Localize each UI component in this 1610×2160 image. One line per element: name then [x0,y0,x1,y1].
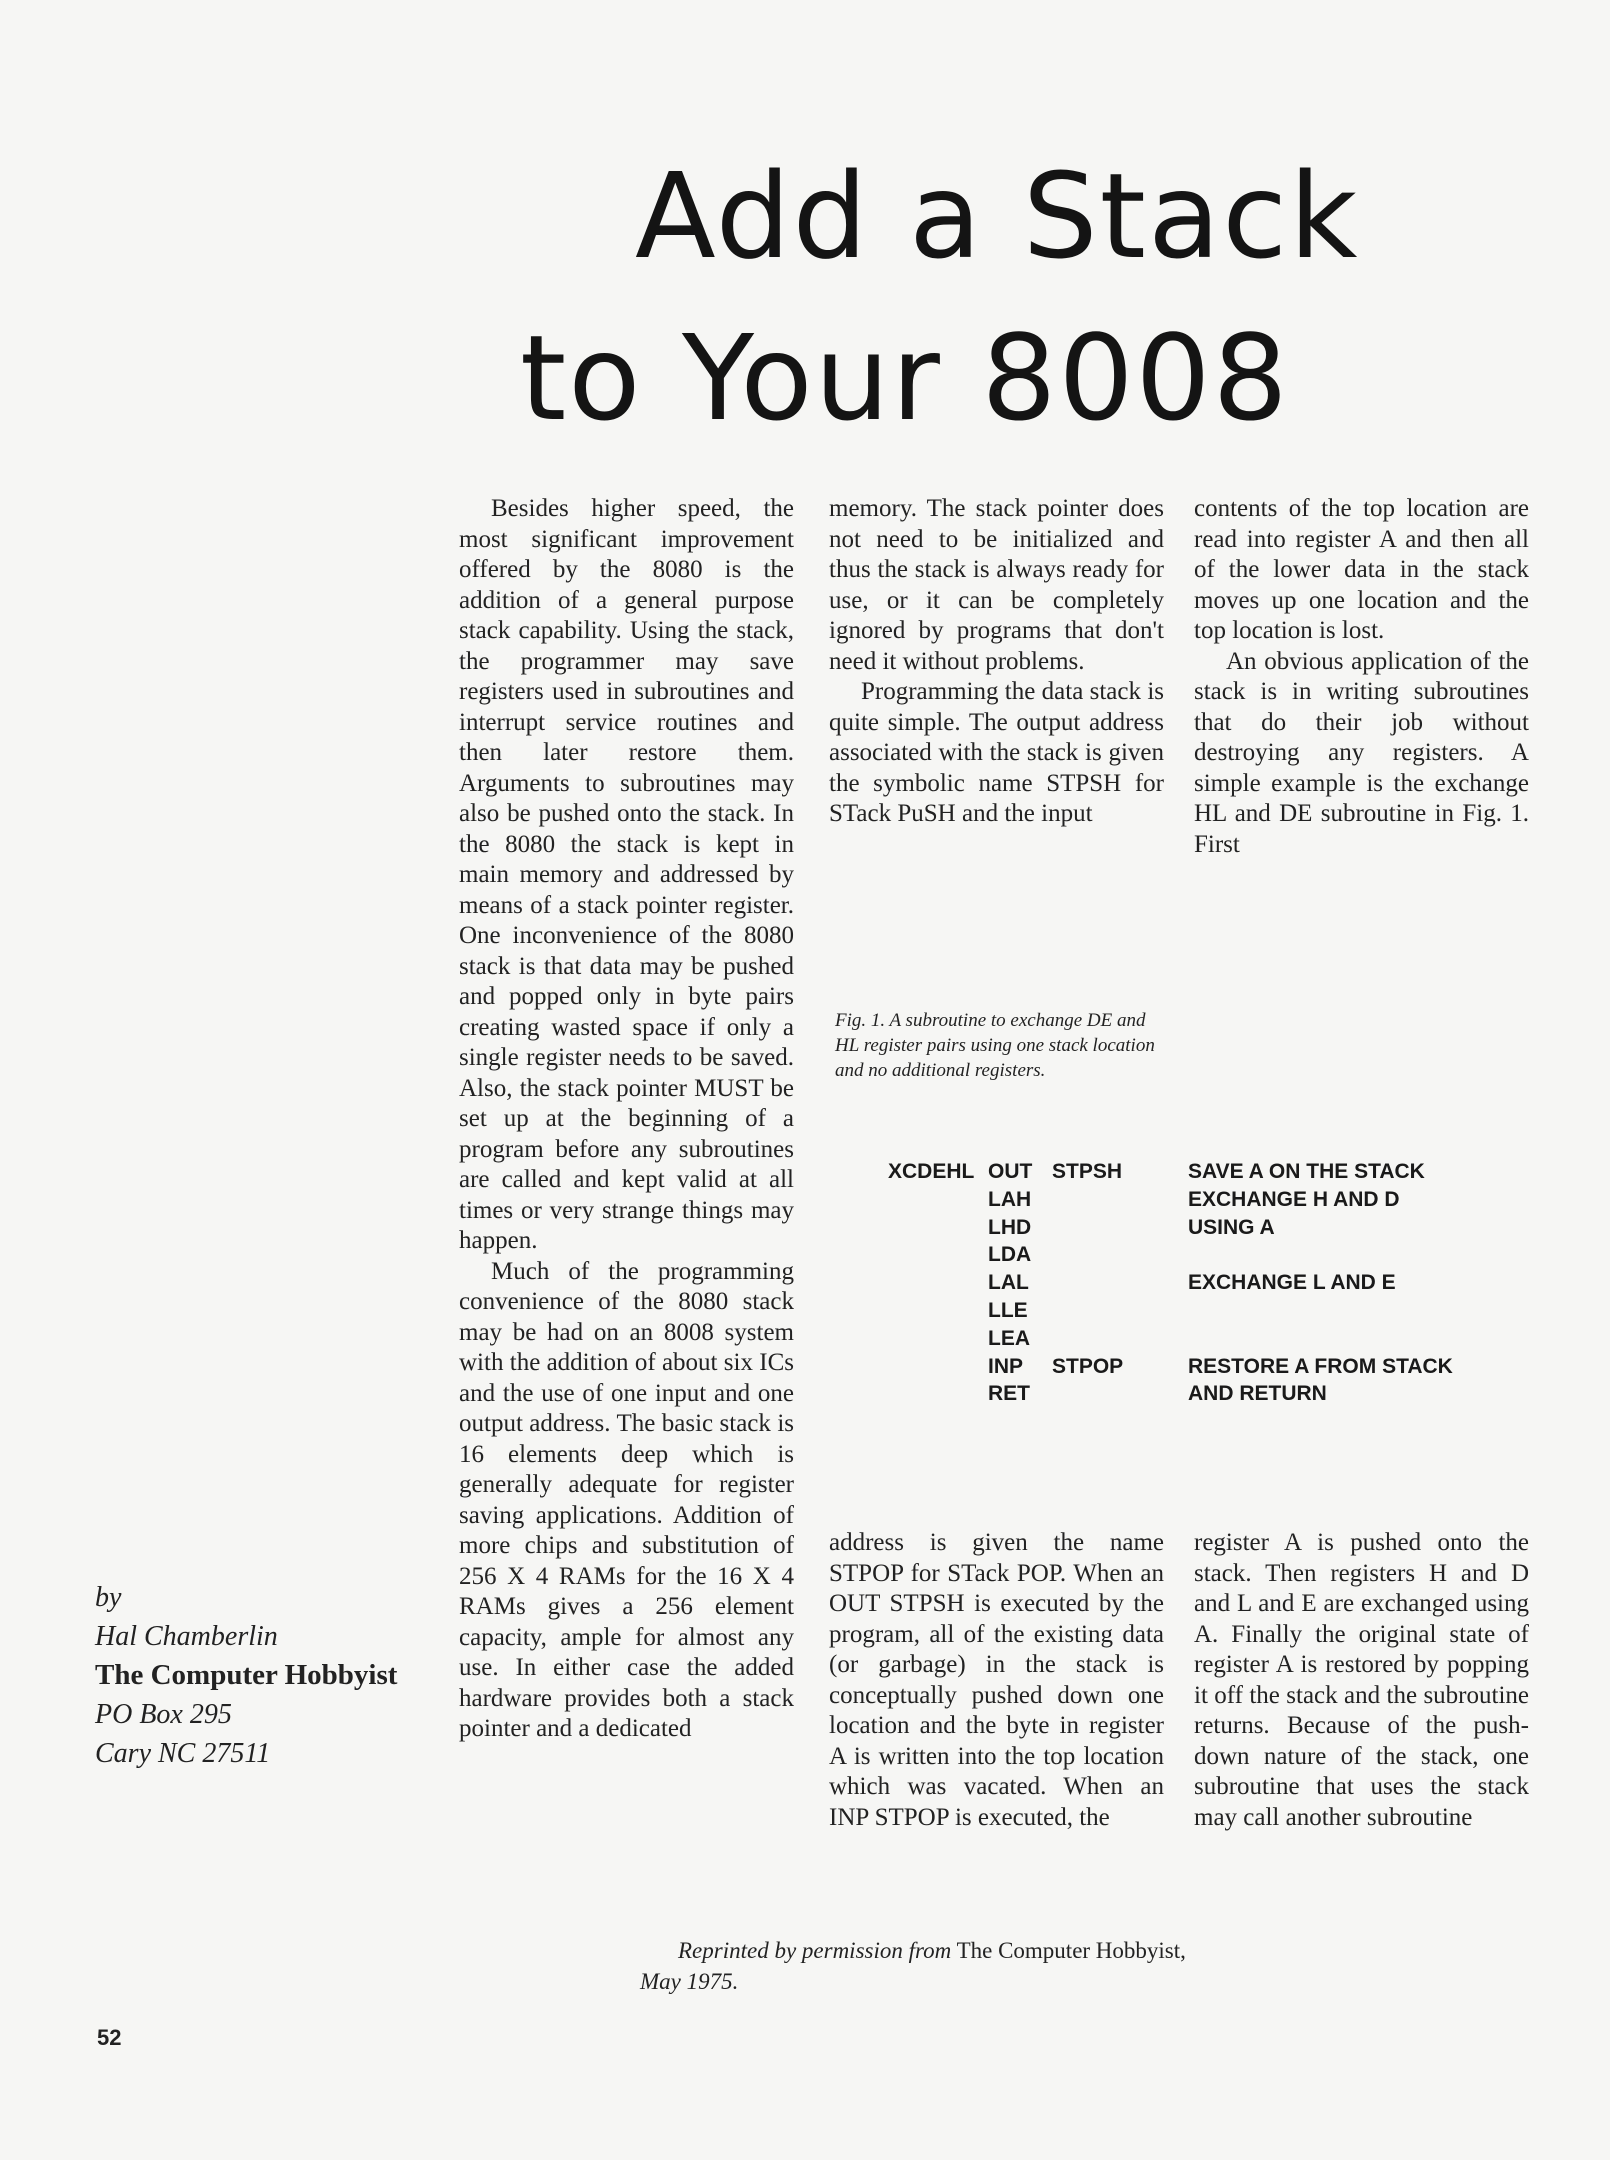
paragraph: memory. The stack pointer does not need to be initialized and thus the stack is always ready for use, or it can be completely ignored by programs that don't need it without problems. [829,495,1164,675]
code-line [880,1214,1520,1242]
column-3-top [1194,494,1529,860]
code-line [880,1241,1520,1269]
article-title [520,135,1520,459]
code-line [880,1380,1520,1408]
code-opcode: INP [988,1354,1024,1378]
figure-caption: Fig. 1. A subroutine to exchange DE and HL register pairs using one stack location and no additional registers. [835,1010,1155,1081]
paragraph: address is given the name STPOP for STack POP. When an OUT STPSH is executed by the program, all of the existing data (or garbage) in the stack is conceptually pushed down one location and the byte in register A is written into the top location which was vacated. When an INP STPOP is executed, the [829,1529,1164,1831]
code-line [880,1325,1520,1353]
code-comment: RESTORE A FROM STACK [1188,1354,1453,1378]
page-number: 52 [97,2025,122,2050]
title-line-2: to Your 8008 [520,309,1290,447]
byline [95,1578,435,1773]
column-1 [459,494,794,1745]
organization-name: The Computer Hobbyist [95,1659,398,1691]
address-line-2: Cary NC 27511 [95,1738,271,1769]
paragraph: register A is pushed onto the stack. Then registers H and D and L and E are exchanged using A. Finally the original state of register A is restored by popping it off the stack and the subroutine returns. Because of the push-down nature of the stack, one subroutine that uses the stack may call another subroutine [1194,1529,1529,1831]
paragraph: contents of the top location are read into register A and then all of the lower data in the stack moves up one location and the top location is lost. [1194,495,1529,644]
code-line [880,1269,1520,1297]
code-opcode: LHD [988,1215,1032,1239]
column-2-top [829,494,1164,830]
code-opcode: LAH [988,1187,1032,1211]
column-2-bottom [829,1528,1164,1833]
paragraph: Besides higher speed, the most significant improvement offered by the 8080 is the addition of a general purpose stack capability. Using the stack, the programmer may save registers used in subroutines and interrupt service routines and then later restore them. Arguments to subroutines may also be pushed onto the stack. In the 8080 the stack is kept in main memory and addressed by means of a stack pointer register. One inconvenience of the 8080 stack is that data may be pushed and popped only in byte pairs creating wasted space if only a single register needs to be saved. Also, the stack pointer MUST be set up at the beginning of a program before any subroutines are called and kept valid at all times or very strange things may happen. [459,495,794,1254]
code-operand: STPSH [1052,1160,1123,1183]
byline-by: by [95,1582,122,1613]
code-listing [880,1158,1520,1408]
author-name: Hal Chamberlin [95,1621,278,1652]
code-opcode: OUT [988,1160,1033,1183]
code-comment: USING A [1188,1215,1275,1239]
reprint-credit: Reprinted by permission from [678,1938,952,1963]
code-label: XCDEHL [888,1160,975,1183]
code-comment: EXCHANGE L AND E [1188,1271,1396,1295]
code-opcode: LLE [988,1298,1028,1322]
code-opcode: LDA [988,1243,1032,1267]
paragraph: Programming the data stack is quite simple. The output address associated with the stack is given the symbolic name STPSH for STack PuSH and the input [829,678,1164,827]
code-comment: SAVE A ON THE STACK [1188,1160,1425,1183]
reprint-notice [640,1935,1400,1997]
code-line [880,1297,1520,1325]
code-line [880,1186,1520,1214]
code-opcode: RET [988,1382,1030,1406]
paragraph: Much of the programming convenience of the 8080 stack may be had on an 8008 system with the addition of about six ICs and the use of one input and one output address. The basic stack is 16 elements deep which is generally adequate for register saving applications. Addition of more chips and substitution of 256 X 4 RAMs for the 16 X 4 RAMs gives a 256 element capacity, ample for almost any use. In either case the added hardware provides both a stack pointer and a dedicated [459,1257,794,1742]
code-comment: AND RETURN [1188,1382,1327,1406]
paragraph: An obvious application of the stack is in writing subroutines that do their job without destroying any registers. A simple example is the exchange HL and DE subroutine in Fig. 1. First [1194,647,1529,858]
code-operand: STPOP [1052,1354,1124,1378]
code-opcode: LEA [988,1326,1030,1350]
code-opcode: LAL [988,1271,1029,1295]
column-3-bottom [1194,1528,1529,1833]
address-line-1: PO Box 295 [95,1699,232,1730]
title-line-1: Add a Stack [635,147,1360,285]
reprint-date: May 1975. [640,1969,739,1994]
code-line [880,1158,1520,1186]
code-comment: EXCHANGE H AND D [1188,1187,1400,1211]
code-line [880,1353,1520,1381]
reprint-source: The Computer Hobbyist, [956,1938,1186,1963]
